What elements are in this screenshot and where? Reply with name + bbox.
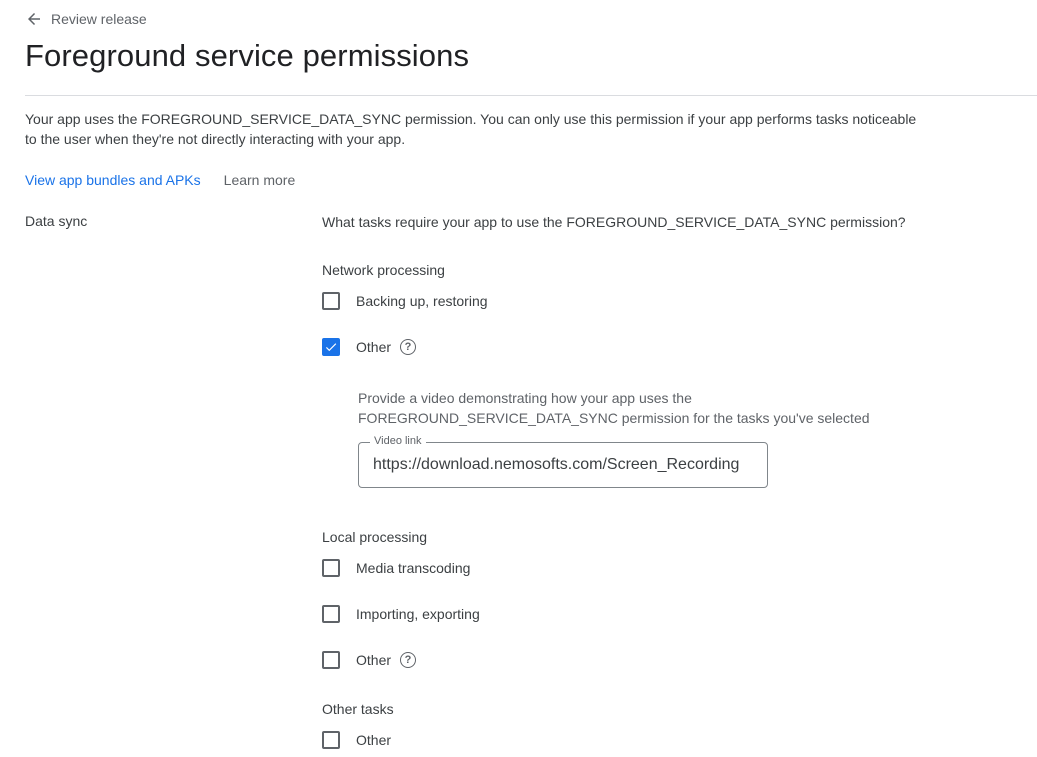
checkbox-media-transcoding[interactable] xyxy=(322,559,340,577)
back-link-label: Review release xyxy=(51,11,147,27)
help-circle-icon[interactable]: ? xyxy=(400,339,416,355)
checkbox-row-importing-exporting[interactable] xyxy=(322,605,480,623)
checkbox-row-local-other[interactable] xyxy=(322,651,416,669)
checkbox-row-network-other[interactable] xyxy=(322,338,416,356)
help-circle-icon[interactable]: ? xyxy=(400,652,416,668)
checkbox-other-tasks-other[interactable] xyxy=(322,731,340,749)
checkbox-label: Other xyxy=(356,652,392,668)
video-link-field[interactable] xyxy=(358,435,768,488)
checkbox-label: Other xyxy=(356,732,392,748)
back-link[interactable] xyxy=(25,10,147,28)
checkmark-icon xyxy=(324,340,338,354)
checkbox-row-media-transcoding[interactable] xyxy=(322,559,470,577)
video-link-label: Video link xyxy=(370,435,426,447)
checkbox-backing-up[interactable] xyxy=(322,292,340,310)
learn-more-link[interactable]: Learn more xyxy=(223,172,296,188)
section-label: Data sync xyxy=(25,213,88,229)
checkbox-label: Importing, exporting xyxy=(356,606,480,622)
group-title-local: Local processing xyxy=(322,529,428,545)
checkbox-label: Other xyxy=(356,339,392,355)
arrow-back-icon xyxy=(25,10,43,28)
permission-description: Your app uses the FOREGROUND_SERVICE_DATA_SYNC permission. You can only use this permission if your app performs tasks noticeable to the user when they're not directly interacting with your app. xyxy=(25,111,917,147)
checkbox-label: Backing up, restoring xyxy=(356,293,488,309)
video-link-input[interactable] xyxy=(359,443,767,487)
checkbox-importing-exporting[interactable] xyxy=(322,605,340,623)
checkbox-row-other-tasks-other[interactable] xyxy=(322,731,391,749)
checkbox-row-backing-up[interactable] xyxy=(322,292,488,310)
view-bundles-link[interactable]: View app bundles and APKs xyxy=(25,172,201,188)
checkbox-network-other[interactable] xyxy=(322,338,340,356)
links-row xyxy=(25,172,295,188)
checkbox-label: Media transcoding xyxy=(356,560,471,576)
group-title-other-tasks: Other tasks xyxy=(322,701,394,717)
group-title-network: Network processing xyxy=(322,262,445,278)
video-description: Provide a video demonstrating how your app uses the FOREGROUND_SERVICE_DATA_SYNC permission for the tasks you've selected xyxy=(358,390,870,426)
section-question: What tasks require your app to use the FOREGROUND_SERVICE_DATA_SYNC permission? xyxy=(322,214,906,230)
checkbox-local-other[interactable] xyxy=(322,651,340,669)
page-title: Foreground service permissions xyxy=(25,38,470,73)
divider xyxy=(25,95,1037,96)
